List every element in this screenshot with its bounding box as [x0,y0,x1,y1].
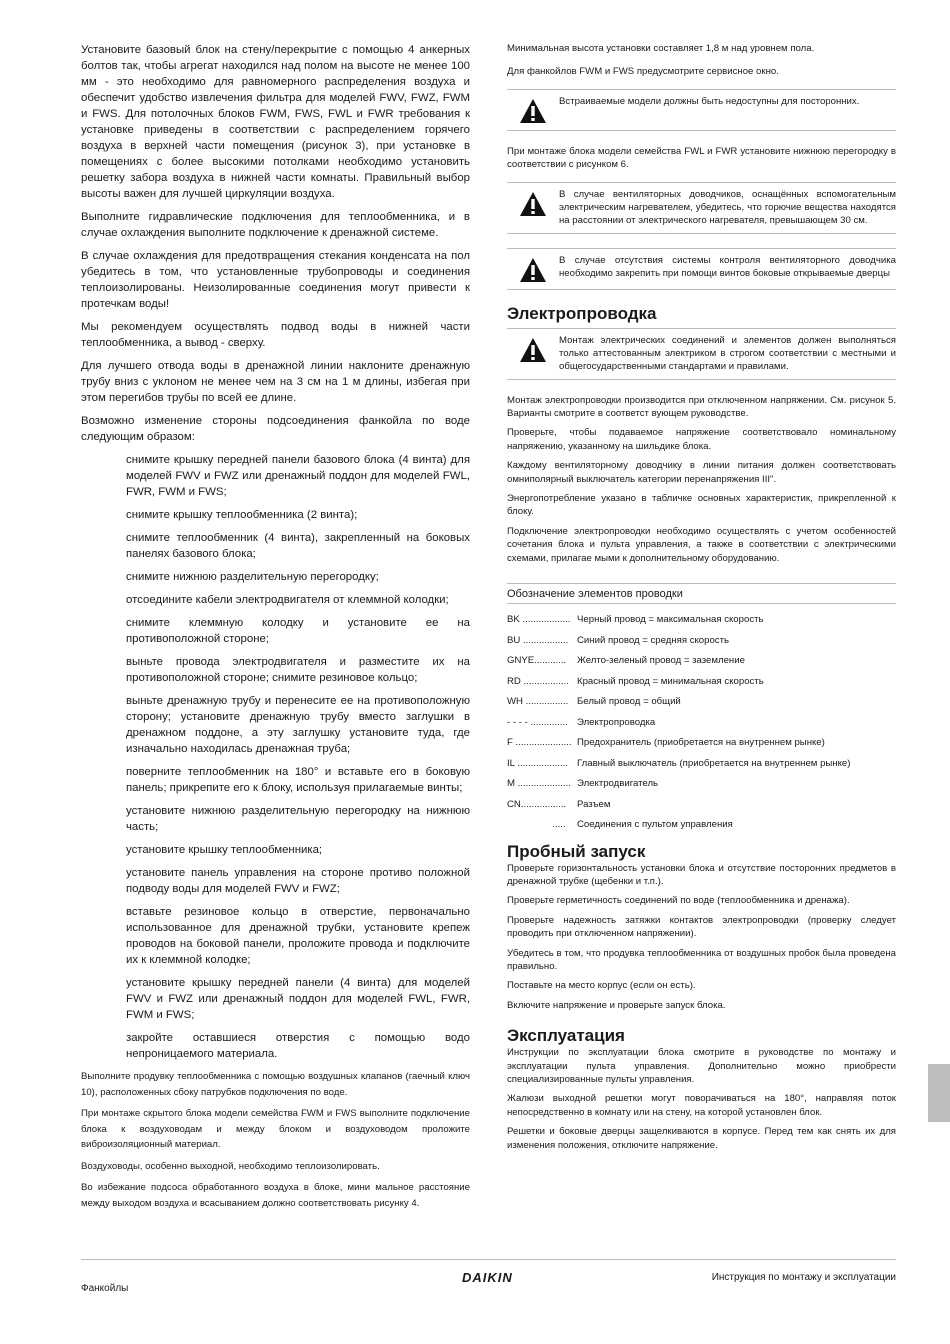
legend-text: Черный провод = максимальная скорость [577,614,764,626]
warning-box [507,328,896,380]
paragraph-condensate: В случае охлаждения для предотвращения стекания конденсата на пол убедитесь в том, что установленные трубопроводы и соединения теплоизолированы. Неизолированные соединения могут привести к протечкам воды! [81,250,470,310]
step-item: установите панель управления на стороне противо положной подводу воды для моделей FWV и FWZ; [126,867,470,895]
step-item: поверните теплообменник на 180° и вставьте его в боковую панель; прикрепите его к блоку, используя прилагаемые винты; [126,766,470,794]
legend-text: Главный выключатель (приобретается на внутреннем рынке) [577,757,851,769]
footer-product-name: Фанкойлы [81,1283,129,1294]
side-tab-marker [928,1064,950,1122]
paragraph-service-window: Для фанкойлов FWM и FWS предусмотрите сервисное окно. [507,66,779,78]
warning-box [507,248,896,290]
warning-triangle-icon [507,334,559,363]
paragraph-operation-2: Жалюзи выходной решетки могут поворачиваться на 180°, направляя поток непосредственно в комнату или на стену, на которой установлен блок. [507,1093,896,1118]
step-item: вставьте резиновое кольцо в отверстие, первоначально использованное для дренажной трубки, установите крепеж проводов на боковой панели, проложите провода и подключите их к клеммной колодке; [126,906,470,966]
warning-text: Монтаж электрических соединений и элементов должен выполняться только аттестованным электриком в строгом соответствии с местными и общегосударственными стандартами и правилами. [559,334,896,372]
paragraph-wiring-5: Подключение электропроводки необходимо осуществлять с учетом особенностей сочетания блока и пульта управления, а также в соответствии с электрическими схемами, прилагае мыми к дополнительному оборудованию. [507,525,896,564]
steps-list [126,452,470,1062]
heading-wiring: Электропроводка [507,303,657,323]
legend-code: BK .................. [507,614,571,626]
paragraph-install-base: Установите базовый блок на стену/перекрытие с помощью 4 анкерных болтов так, чтобы агрегат находился над полом на высоте не менее 100 мм - это необходимо для равномерного распределения воздуха и обеспечит удобство извлечения фильтра для моделей FWV, FWZ, FWM и FWS. Для потолочных блоков FWM, FWS, FWL и FWR требования к установке приведены в соответствии с распределением горячего воздуха в верхней части помещения (рисунок 3), при установке в помещениях с более высокими потолками необходимо установить решетку забора воздуха в нижней части комнаты. Правильный выбор высоты важен для лучшей циркуляции воздуха. [81,44,470,200]
legend-row [507,676,896,697]
step-item: установите нижнюю разделительную перегородку на нижнюю часть; [126,805,470,833]
step-item: снимите теплообменник (4 винта), закрепленный на боковых панелях базового блока; [126,532,470,560]
paragraph-operation-1: Инструкции по эксплуатации блока смотрите в руководстве по монтажу и эксплуатации пульта управления. Дополнительно можно приобрести специализированные пульты управления. [507,1047,896,1086]
step-item: установите крышку передней панели (4 винта) для моделей FWV и FWZ или дренажный поддон для моделей FWL, FWR, FWM и FWS; [126,977,470,1021]
legend-code: WH ................ [507,696,569,708]
legend-row [507,819,896,840]
paragraph-wiring-1: Монтаж электропроводки производится при отключенном напряжении. См. рисунок 5. Варианты смотрите в соответст вующем руководстве. [507,394,896,420]
step-item: выньте дренажную трубу и перенесите ее на противоположную сторону; установите дренажную трубу вместо заглушки в дренажном поддоне, а эту заглушку установите туда, где изначально находилась дренажная труба; [126,695,470,755]
right-column [507,42,896,1158]
warning-triangle-icon [507,254,559,283]
legend-code: M .................... [507,778,571,790]
warning-triangle-icon [507,188,559,217]
step-item: снимите нижнюю разделительную перегородку; [126,571,379,583]
step-item: снимите клеммную колодку и установите ее на противоположной стороне; [126,617,470,645]
paragraph-test-2: Проверьте герметичность соединений по воде (теплообменника и дренажа). [507,895,850,907]
paragraph-wiring-3: Каждому вентиляторному доводчику в линии питания должен соответствовать омниполярный выключатель категории перенапряжения III". [507,460,896,485]
daikin-logo: DAIKIN [462,1270,513,1285]
step-item: выньте провода электродвигателя и разместите их на противоположной стороне; снимите резиновое кольцо; [126,656,470,684]
left-column [81,42,470,1217]
wiring-legend [507,614,896,840]
heading-test-run: Пробный запуск [507,841,646,861]
paragraph-test-4: Убедитесь в том, что продувка теплообменника от воздушных пробок была проведена правильно. [507,947,896,973]
paragraph-wiring-2: Проверьте, чтобы подаваемое напряжение соответствовало номинальному напряжению, указанному на шильдике блока. [507,427,896,452]
legend-text: Предохранитель (приобретается на внутреннем рынке) [577,737,825,749]
legend-row [507,799,896,820]
paragraph-operation-3: Решетки и боковые дверцы защелкиваются в корпусе. Перед тем как снять их для изменения положения, отключите напряжение. [507,1126,896,1151]
legend-row [507,655,896,676]
legend-code: ..... [507,819,566,831]
legend-row [507,696,896,717]
paragraph-test-3: Проверьте надежность затяжки контактов электропроводки (проверку следует проводить при отключенном напряжении). [507,914,896,940]
legend-text: Белый провод = общий [577,696,681,708]
paragraph-water-supply: Мы рекомендуем осуществлять подвод воды в нижней части теплообменника, а вывод - сверху. [81,321,470,349]
footer-manual-title: Инструкция по монтажу и эксплуатации [711,1272,896,1283]
paragraph-test-1: Проверьте горизонтальность установки блока и отсутствие посторонних предметов в дренажной трубке (щебенки и т.п.). [507,862,896,887]
legend-code: BU ................. [507,634,569,646]
warning-text: В случае отсутствия системы контроля вентиляторного доводчика необходимо закрепить при помощи винтов боковые открываемые дверцы [559,254,896,279]
legend-code: GNYE............ [507,655,567,667]
legend-code: - - - - .............. [507,716,568,728]
legend-text: Соединения с пультом управления [577,819,733,831]
legend-text: Красный провод = минимальная скорость [577,675,764,687]
paragraph-drain-slope: Для лучшего отвода воды в дренажной линии наклоните дренажную трубу вниз с уклоном не менее чем на 3 см на 1 м длины, избегая при этом перегибов трубы по всей ее длине. [81,360,470,404]
step-item: установите крышку теплообменника; [126,844,323,856]
legend-text: Электропроводка [577,716,656,728]
footer-divider [81,1259,896,1260]
paragraph-change-side: Возможно изменение стороны подсоединения фанкойла по воде следующим образом: [81,415,470,443]
paragraph-fwl-partition: При монтаже блока модели семейства FWL и FWR установите нижнюю перегородку в соответствии с рисунком 6. [507,145,896,171]
paragraph-insulate: Воздуховоды, особенно выходной, необходимо теплоизолировать. [81,1160,380,1172]
warning-triangle-icon [507,95,559,124]
step-item: отсоедините кабели электродвигателя от клеммной колодки; [126,594,449,606]
legend-text: Электродвигатель [577,778,659,790]
legend-row [507,758,896,779]
warning-box [507,182,896,234]
legend-row [507,717,896,738]
warning-text: Встраиваемые модели должны быть недоступны для посторонних. [559,95,860,107]
paragraph-test-5: Поставьте на место корпус (если он есть). [507,980,696,992]
paragraph-wiring-4: Энергопотребление указано в табличке основных характеристик, прикрепленной к блоку. [507,493,896,518]
legend-code: CN................. [507,798,567,810]
paragraph-hydraulic: Выполните гидравлические подключения для теплообменника, и в случае охлаждения выполните подключение к дренажной системе. [81,211,470,239]
heading-operation: Эксплуатация [507,1026,625,1046]
legend-row [507,614,896,635]
step-item: снимите крышку передней панели базового блока (4 винта) для моделей FWV и FWZ или дренажный поддон для моделей FWL, FWR, FWM и FWS; [126,454,470,498]
legend-code: IL ................... [507,757,568,769]
warning-text: В случае вентиляторных доводчиков, оснащённых вспомогательным электрическим нагревателем, убедитесь, что горючие вещества находятся на расстоянии от электрического нагревателя, превышающем 30 см. [559,188,896,226]
legend-row [507,778,896,799]
paragraph-test-6: Включите напряжение и проверьте запуск блока. [507,999,726,1011]
paragraph-min-height: Минимальная высота установки составляет 1,8 м над уровнем пола. [507,43,815,54]
legend-code: RD ................. [507,675,569,687]
legend-code: F ..................... [507,737,572,749]
legend-title: Обозначение элементов проводки [507,583,896,604]
legend-text: Синий провод = средняя скорость [577,634,729,646]
paragraph-distance: Во избежание подсоса обработанного воздуха в блоке, мини мальное расстояние между выходом воздуха и всасыванием должно соответствовать рисунку 4. [81,1182,470,1209]
legend-text: Разъем [577,798,611,810]
step-item: закройте оставшиеся отверстия с помощью водо непроницаемого материала. [126,1032,470,1060]
step-item: снимите крышку теплообменника (2 винта); [126,509,358,521]
legend-row [507,635,896,656]
warning-box [507,89,896,131]
legend-text: Желто-зеленый провод = заземление [577,655,745,667]
paragraph-purge: Выполните продувку теплообменника с помощью воздушных клапанов (гаечный ключ 10), расположенных сбоку патрубков подключения по воде. [81,1071,470,1098]
paragraph-duct: При монтаже скрытого блока модели семейства FWM и FWS выполните подключение блока к воздуховодам и между блоком и воздуховодом проложите виброизоляционный материал. [81,1108,470,1150]
legend-row [507,737,896,758]
